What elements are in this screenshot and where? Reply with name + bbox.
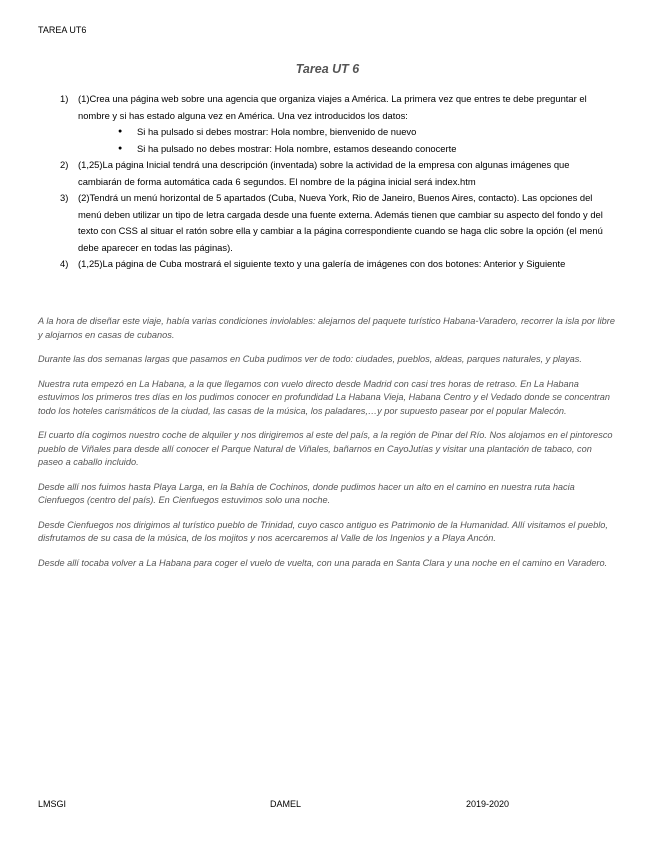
story-paragraph: Durante las dos semanas largas que pasamos en Cuba pudimos ver de todo: ciudades, pueblos, aldeas, parques naturales, y playas. <box>38 354 582 364</box>
story-paragraph: El cuarto día cogimos nuestro coche de alquiler y nos dirigiremos al este del país, a la región de Pinar del Río. Nos alojamos en el pintoresco pueblo de Viñales para desde allí conocer el Parque Natural de Viñales, bañarnos en CayoJutías y visitar una plantación de tabaco, con paseo a caballo incluido. <box>38 430 613 467</box>
task-number: 3) <box>60 192 69 203</box>
story-paragraph: Nuestra ruta empezó en La Habana, a la que llegamos con vuelo directo desde Madrid con casi tres horas de retraso. En La Habana estuvimos los primeros tres días en los pudimos conocer en profundidad La Habana Vieja, Habana Centro y el Vedado donde se concentran todo los hoteles carismáticos de la ciudad, las casas de la música, los paladares,…y por supuesto pasear por el popular Malecón. <box>38 378 611 416</box>
document-title: Tarea UT 6 <box>295 62 360 76</box>
task-text: (1,25)La página de Cuba mostrará el siguiente texto y una galería de imágenes con dos botones: Anterior y Siguiente <box>78 258 566 269</box>
story-paragraph: A la hora de diseñar este viaje, había varias condiciones inviolables: alejarnos del paquete turístico Habana-Varadero, recorrer la isla por libre y alojarnos en casas de cubanos. <box>38 316 615 340</box>
footer-right: 2019-2020 <box>466 799 510 809</box>
task-item <box>60 190 615 256</box>
task-item <box>60 256 615 273</box>
footer-center: DAMEL <box>270 799 302 809</box>
task-bullets <box>78 124 615 157</box>
task-item <box>60 91 615 157</box>
task-number: 1) <box>60 93 69 104</box>
footer-left: LMSGI <box>38 799 67 809</box>
story-paragraph: Desde allí tocaba volver a La Habana para coger el vuelo de vuelta, con una parada en Santa Clara y una noche en el camino en Varadero. <box>38 557 608 568</box>
task-item <box>60 157 615 190</box>
task-list <box>60 91 615 273</box>
story-paragraph: Desde allí nos fuimos hasta Playa Larga, en la Bahía de Cochinos, donde pudimos hacer un alto en el camino en nuestra ruta hacia Cienfuegos (centro del país). En Cienfuegos estuvimos solo una noche. <box>38 481 575 505</box>
bullet-item: ● Si ha pulsado si debes mostrar: Hola nombre, bienvenido de nuevo <box>118 124 615 141</box>
task-number: 2) <box>60 159 69 170</box>
story-paragraph: Desde Cienfuegos nos dirigimos al turístico pueblo de Trinidad, cuyo casco antiguo es Patrimonio de la Humanidad. Allí visitamos el pueblo, disfrutamos de su casa de la música, de los mojitos y nos acercaremos al Valle de los Ingenios y a Playa Ancón. <box>38 519 608 543</box>
task-text: (1)Crea una página web sobre una agencia que organiza viajes a América. La primera vez que entres te debe preguntar el nombre y si has estado alguna vez en América. Una vez introducidos los datos: <box>78 93 587 121</box>
task-number: 4) <box>60 258 69 269</box>
bullet-item: ● Si ha pulsado no debes mostrar: Hola nombre, estamos deseando conocerte <box>118 141 615 158</box>
cuba-story <box>38 315 618 581</box>
task-text: (2)Tendrá un menú horizontal de 5 apartados (Cuba, Nueva York, Rio de Janeiro, Buenos Aires, contacto). Las opciones del menú deben utilizar un tipo de letra cargada desde una fuente externa. Además tienen que cambiar su aspecto del fondo y del texto con CSS al situar el ratón sobre ella y cambiar a la página correspondiente cuando se haga clic sobre la opción (el menú debe aparecer en todas las páginas). <box>78 192 603 253</box>
task-body <box>78 91 615 157</box>
task-text: (1,25)La página Inicial tendrá una descripción (inventada) sobre la actividad de la empresa con algunas imágenes que cambiarán de forma automática cada 6 segundos. El nombre de la página inicial será index.htm <box>78 159 570 187</box>
header-label: TAREA UT6 <box>38 25 87 35</box>
